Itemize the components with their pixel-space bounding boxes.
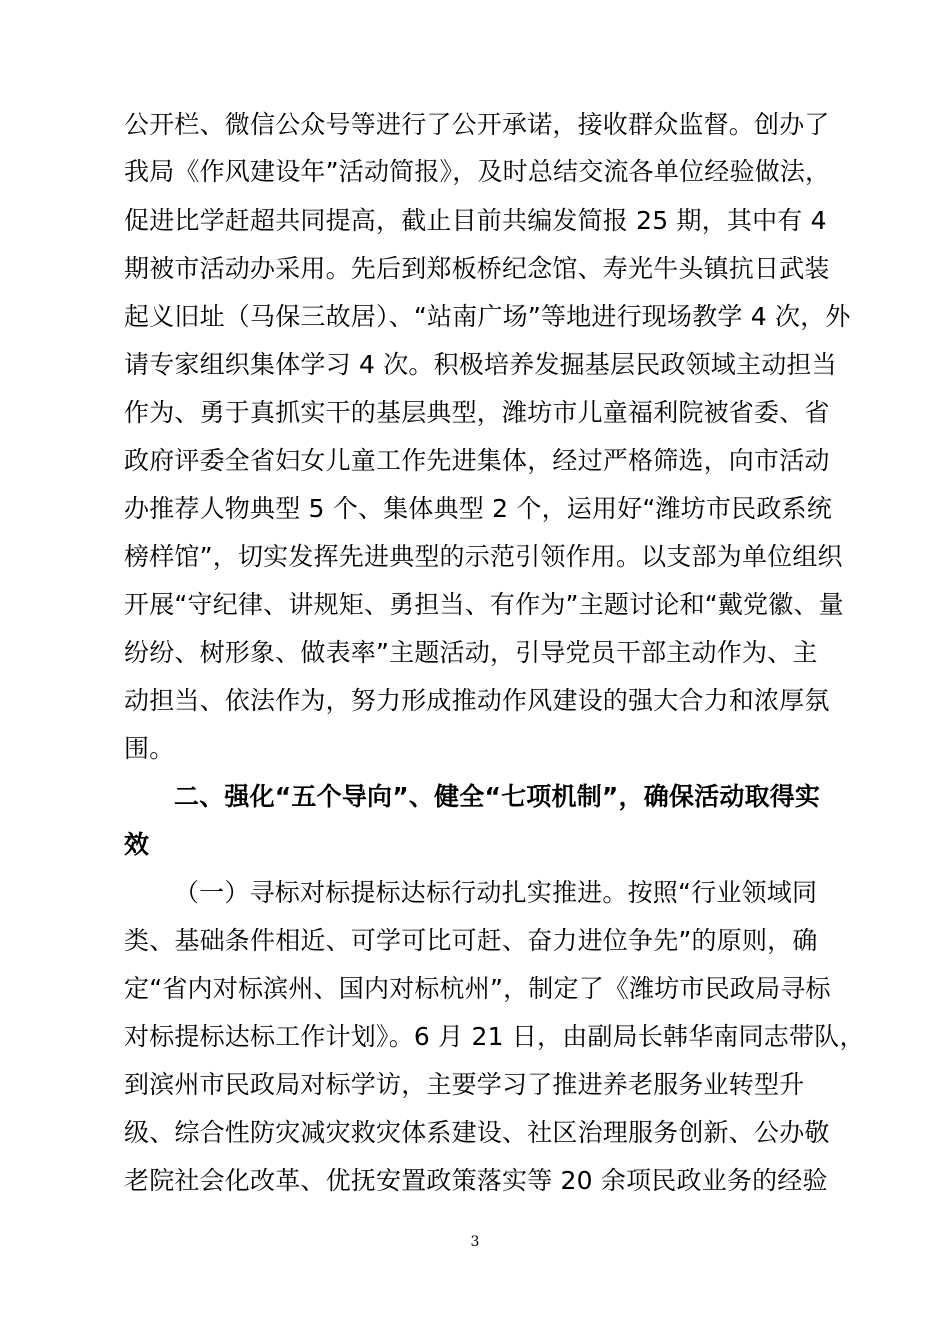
text-line: 作为、勇于真抓实干的基层典型，潍坊市儿童福利院被省委、省 (124, 398, 830, 427)
section-heading-line: 效 (124, 830, 150, 859)
text-line: 到滨州市民政局对标学访，主要学习了推进养老服务业转型升 (124, 1070, 805, 1099)
text-line: （一）寻标对标提标达标行动扎实推进。按照“行业领域同 (174, 878, 818, 907)
text-line: 促进比学赶超共同提高，截止目前共编发简报 25 期，其中有 4 (124, 206, 827, 235)
text-line: 定“省内对标滨州、国内对标杭州”，制定了《潍坊市民政局寻标 (124, 974, 831, 1003)
text-line: 纷纷、树形象、做表率”主题活动，引导党员干部主动作为、主 (124, 638, 818, 667)
text-line: 政府评委全省妇女儿童工作先进集体，经过严格筛选，向市活动 (124, 446, 830, 475)
text-line: 动担当、依法作为，努力形成推动作风建设的强大合力和浓厚氛 (124, 686, 830, 715)
text-line: 期被市活动办采用。先后到郑板桥纪念馆、寿光牛头镇抗日武装 (124, 254, 830, 283)
text-line: 请专家组织集体学习 4 次。积极培养发掘基层民政领域主动担当 (124, 350, 837, 379)
section-heading-line: 二、强化“五个导向”、健全“七项机制”，确保活动取得实 (174, 782, 821, 811)
text-line: 开展“守纪律、讲规矩、勇担当、有作为”主题讨论和“戴党徽、量 (124, 590, 844, 619)
text-line: 榜样馆”，切实发挥先进典型的示范引领作用。以支部为单位组织 (124, 542, 843, 571)
text-line: 公开栏、微信公众号等进行了公开承诺，接收群众监督。创办了 (124, 110, 830, 139)
text-line: 老院社会化改革、优抚安置政策落实等 20 余项民政业务的经验 (124, 1166, 828, 1195)
text-line: 对标提标达标工作计划》。6 月 21 日，由副局长韩华南同志带队， (124, 1022, 865, 1051)
text-line: 类、基础条件相近、可学可比可赶、奋力进位争先”的原则，确 (124, 926, 818, 955)
text-line: 起义旧址（马保三故居）、“站南广场”等地进行现场教学 4 次，外 (124, 302, 851, 331)
page-number: 3 (470, 1234, 480, 1250)
text-line: 级、综合性防灾减灾救灾体系建设、社区治理服务创新、公办敬 (124, 1118, 830, 1147)
text-line: 围。 (124, 734, 175, 763)
text-line: 我局《作风建设年”活动简报》，及时总结交流各单位经验做法， (124, 157, 831, 186)
text-line: 办推荐人物典型 5 个、集体典型 2 个，运用好“潍坊市民政系统 (124, 494, 832, 523)
